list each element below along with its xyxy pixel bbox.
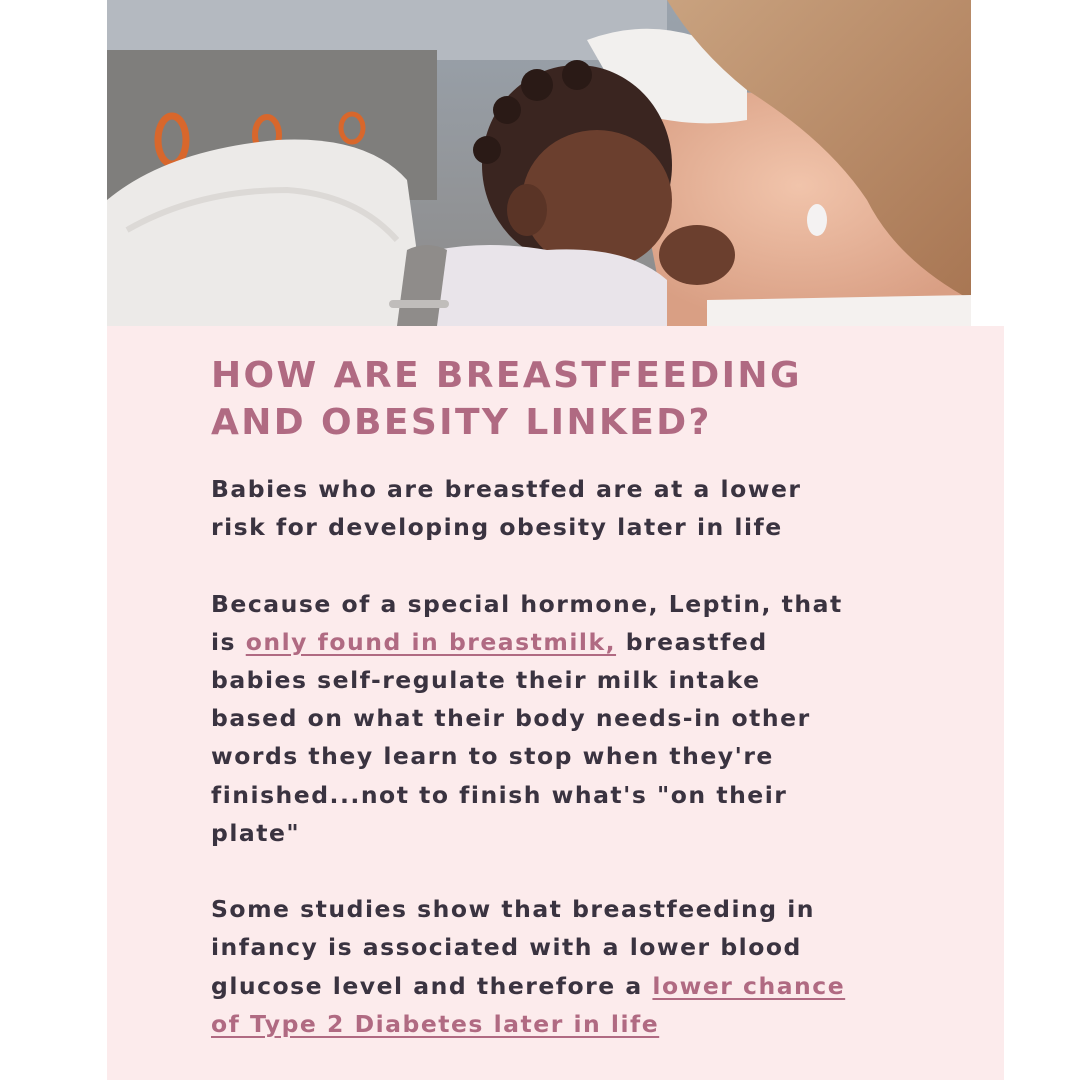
breastfeeding-photo [107,0,971,326]
article-body [211,470,851,1080]
paragraph-leptin-text-end: breastfed babies self-regulate their milk intake based on what their body needs-in other words they learn to stop when they're finished...not to finish what's "on their plate" [211,627,811,847]
breastmilk-link[interactable]: only found in breastmilk, [245,627,617,656]
paragraph-glucose [211,890,851,1043]
paragraph-risk: Babies who are breastfed are at a lower risk for developing obesity later in life [211,475,802,542]
paragraph-leptin-text-start: Because of a special hormone, Leptin, that is [211,589,843,656]
page-title: HOW ARE BREASTFEEDING AND OBESITY LINKED? [211,355,802,443]
paragraph-glucose-text: Some studies show that breastfeeding in infancy is associated with a lower blood glucose level and therefore a [211,895,816,1000]
diabetes-link[interactable]: lower chance of Type 2 Diabetes later in life [211,971,846,1038]
paragraph-leptin [211,585,851,852]
